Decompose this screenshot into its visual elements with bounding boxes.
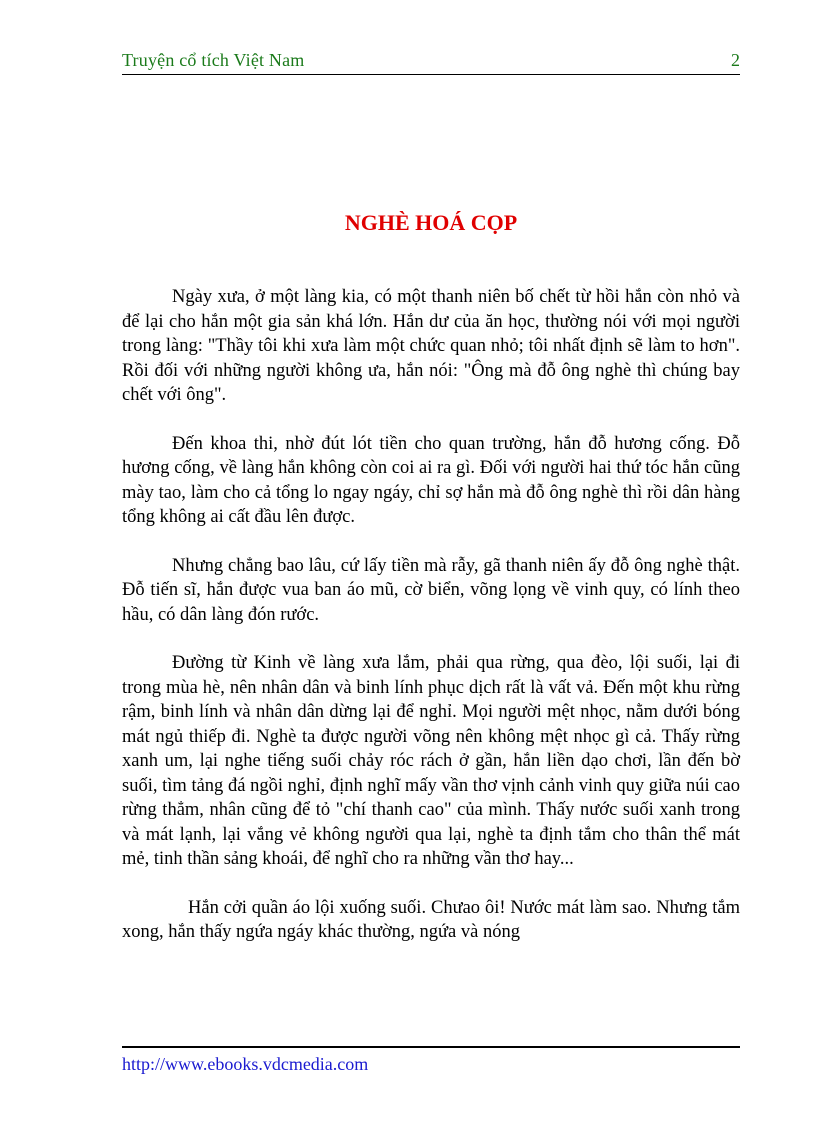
book-title: Truyện cổ tích Việt Nam	[122, 50, 305, 70]
paragraph: Ngày xưa, ở một làng kia, có một thanh niên bố chết từ hồi hắn còn nhỏ và để lại cho hắn một gia sản khá lớn. Hắn dư của ăn học, thường nói với mọi người trong làng: "Thầy tôi khi xưa làm một chức quan nhỏ; tôi nhất định sẽ làm to hơn". Rồi đối với những người không ưa, hắn nói: "Ông mà đỗ ông nghè thì chúng bay chết với ông".	[122, 287, 740, 405]
paragraph: Đến khoa thi, nhờ đút lót tiền cho quan trường, hắn đỗ hương cống. Đỗ hương cống, về làng hắn không còn coi ai ra gì. Đối với người hai thứ tóc hắn cũng mày tao, làm cho cả tổng lo ngay ngáy, chỉ sợ hắn mà đỗ ông nghè thì rồi dân hàng tổng không ai cất đầu lên được.	[122, 433, 740, 527]
paragraph: Hắn cởi quần áo lội xuống suối. Chưao ôi! Nước mát làm sao. Nhưng tắm xong, hắn thấy ngứa ngáy khác thường, ngứa và nóng	[122, 897, 740, 942]
page-header	[122, 50, 740, 75]
paragraph: Nhưng chẳng bao lâu, cứ lấy tiền mà rẫy, gã thanh niên ấy đỗ ông nghè thật. Đỗ tiến sĩ, hắn được vua ban áo mũ, cờ biển, võng lọng về vinh quy, có lính theo hầu, có dân làng đón rước.	[122, 555, 740, 625]
story-body	[122, 285, 740, 945]
paragraph: Đường từ Kinh về làng xưa lắm, phải qua rừng, qua đèo, lội suối, lại đi trong mùa hè, nên nhân dân và binh lính phục dịch rất là vất vả. Đến một khu rừng rậm, binh lính và nhân dân dừng lại để nghỉ. Mọi người mệt nhọc, nằm dưới bóng mát ngủ thiếp đi. Nghè ta được người võng nên không mệt nhọc gì cả. Thấy rừng xanh um, lại nghe tiếng suối chảy róc rách ở gần, hắn liền dạo chơi, lần đến bờ suối, tìm tảng đá ngồi nghỉ, định nghĩ mấy vần thơ vịnh cảnh vinh quy giữa núi cao rừng thẳm, nhân cũng để tỏ "chí thanh cao" của mình. Thấy nước suối xanh trong và mát lạnh, lại vắng vẻ không người qua lại, nghè ta định tắm cho thân thể mát mẻ, tinh thần sảng khoái, để nghĩ cho ra những vần thơ hay...	[122, 653, 740, 869]
story-title: NGHÈ HOÁ CỌP	[344, 210, 518, 235]
page-footer	[122, 1046, 740, 1074]
page-number: 2	[731, 50, 740, 70]
website-link[interactable]: http://www.ebooks.vdcmedia.com	[122, 1054, 369, 1074]
